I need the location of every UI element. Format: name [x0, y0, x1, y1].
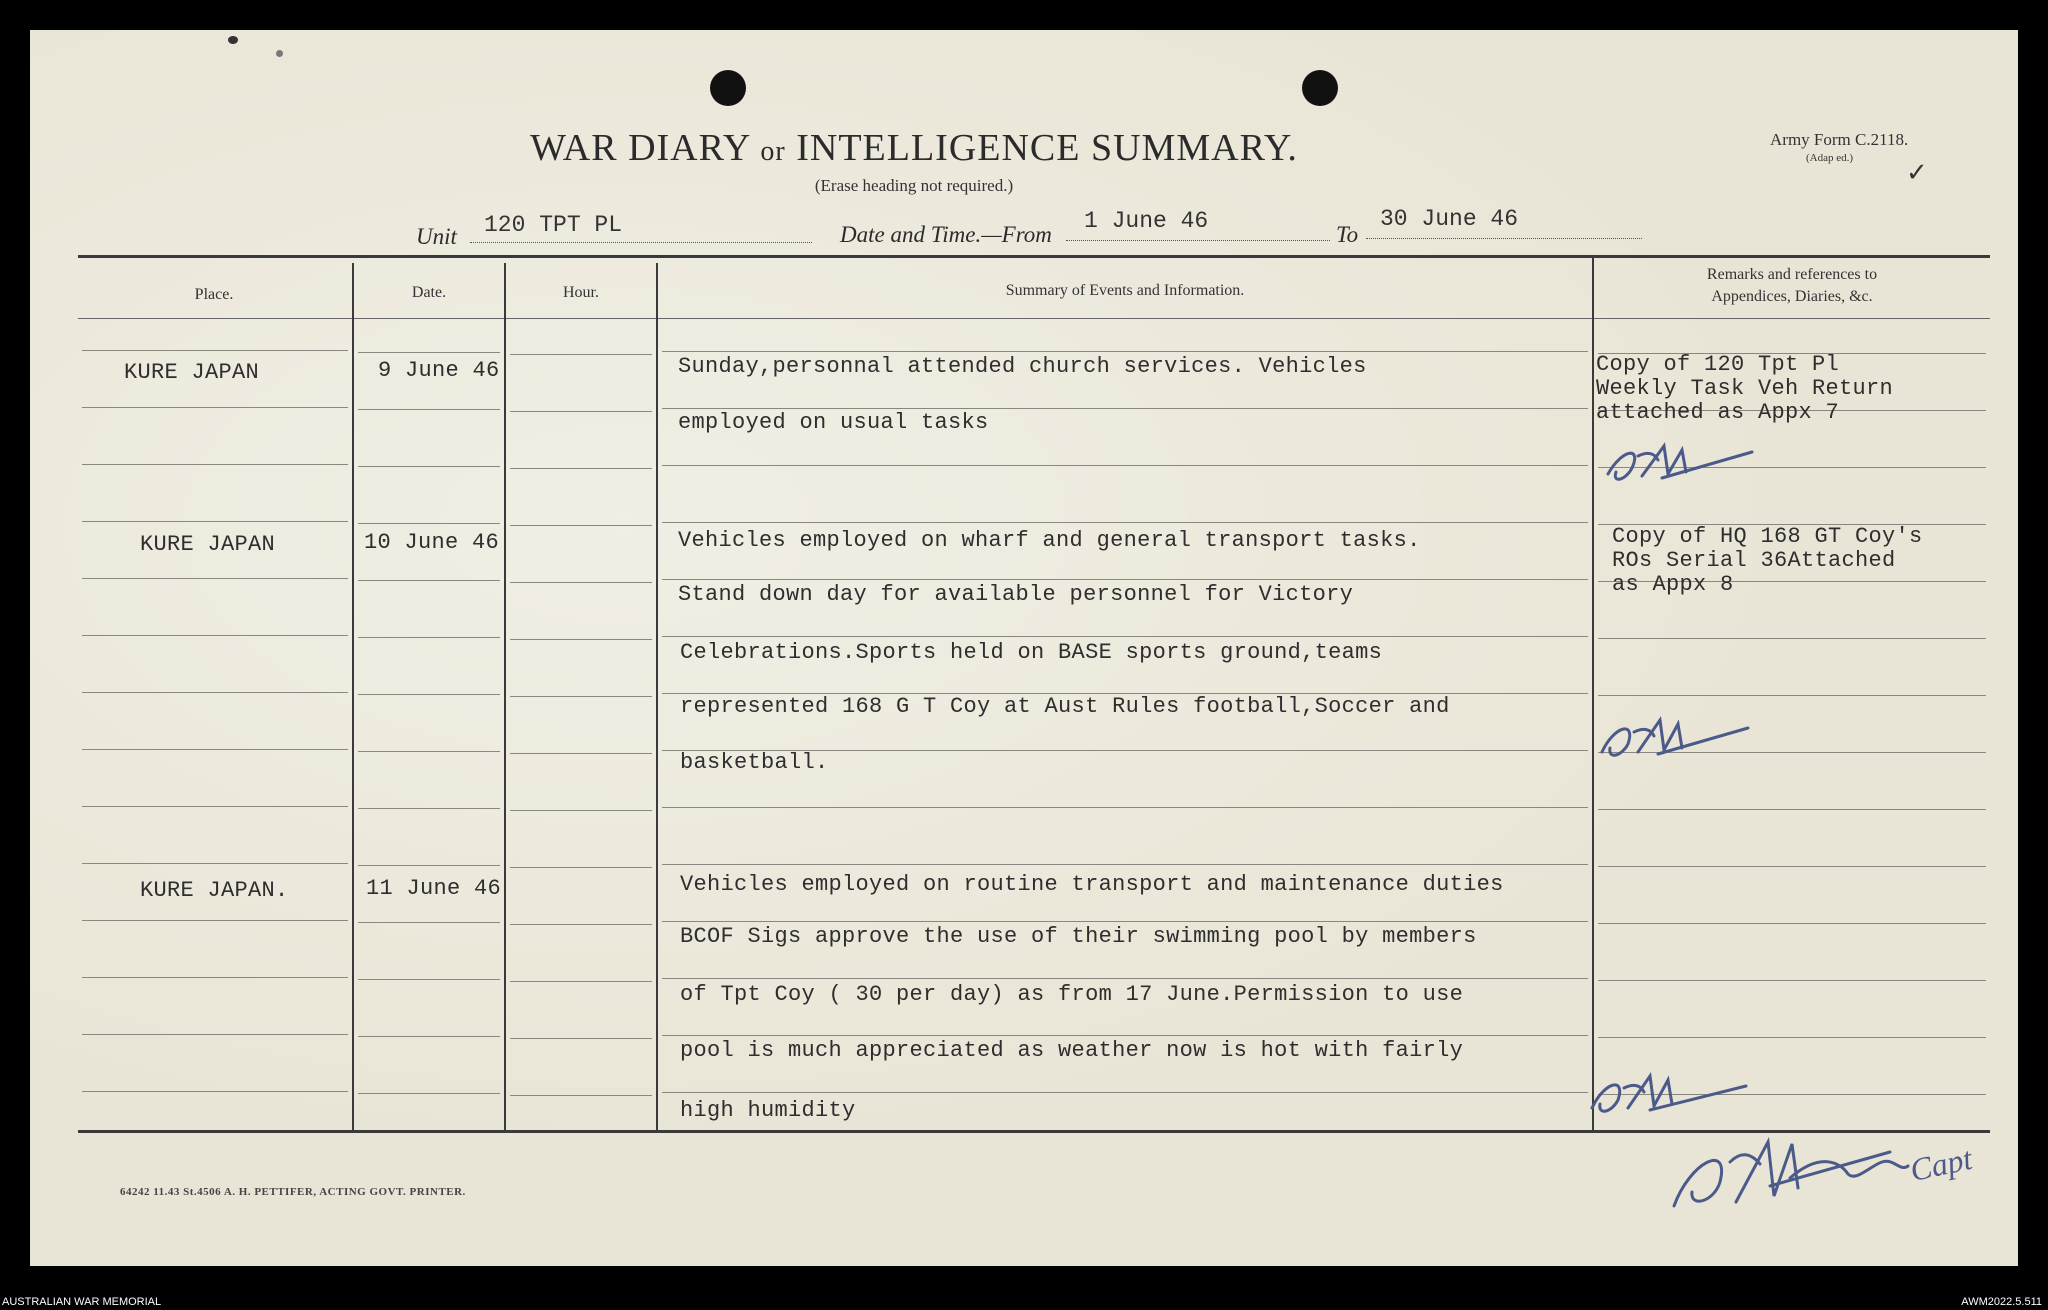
- column-header-remarks: [1594, 264, 1990, 308]
- ruled-line: [358, 466, 500, 467]
- ruled-line: [82, 920, 348, 921]
- printer-imprint: 64242 11.43 St.4506 A. H. PETTIFER, ACTING GOVT. PRINTER.: [120, 1186, 466, 1198]
- ruled-line: [1598, 638, 1986, 639]
- remarks-header-line-1: Remarks and references to: [1706, 266, 1878, 283]
- table-top-rule: [78, 255, 1990, 258]
- ruled-line: [662, 864, 1588, 865]
- ruled-line: [358, 808, 500, 809]
- entry-2-summary-line: Stand down day for available personnel for Victory: [678, 582, 1354, 607]
- entry-2-summary-line: Celebrations.Sports held on BASE sports ground,teams: [680, 640, 1383, 665]
- date-time-label: Date and Time.—From: [840, 222, 1052, 247]
- ruled-line: [662, 921, 1588, 922]
- diary-page: [30, 30, 2018, 1266]
- ruled-line: [358, 1036, 500, 1037]
- ruled-line: [358, 922, 500, 923]
- entry-3-summary-line: BCOF Sigs approve the use of their swimming pool by members: [680, 924, 1477, 949]
- ruled-line: [662, 807, 1588, 808]
- ruled-line: [510, 753, 652, 754]
- unit-label: Unit: [416, 224, 457, 249]
- entry-2-remark-line: ROs Serial 36Attached: [1612, 548, 1896, 573]
- column-header-summary: Summary of Events and Information.: [1005, 282, 1245, 299]
- ruled-line: [358, 409, 500, 410]
- entry-2-remark-line: as Appx 8: [1612, 572, 1734, 597]
- ruled-line: [1598, 923, 1986, 924]
- ruled-line: [82, 407, 348, 408]
- ruled-line: [82, 863, 348, 864]
- to-value: 30 June 46: [1380, 206, 1519, 232]
- ruled-line: [82, 635, 348, 636]
- ruled-line: [510, 411, 652, 412]
- punch-hole-right: [1302, 70, 1338, 106]
- entry-1-summary-line: employed on usual tasks: [678, 410, 989, 435]
- ruled-line: [82, 521, 348, 522]
- ruled-line: [510, 924, 652, 925]
- to-line: [1366, 238, 1642, 239]
- ruled-line: [358, 523, 500, 524]
- entry-2-date: 10 June 46: [364, 530, 500, 555]
- title-intelligence-summary: INTELLIGENCE SUMMARY.: [796, 127, 1298, 169]
- ruled-line: [1598, 1037, 1986, 1038]
- ruled-line: [358, 751, 500, 752]
- initials-signature: [1586, 1066, 1756, 1126]
- entry-3-summary-line: of Tpt Coy ( 30 per day) as from 17 June.Permission to use: [680, 982, 1464, 1007]
- officer-signature: [1670, 1122, 1910, 1222]
- ruled-line: [358, 694, 500, 695]
- entry-1-summary-line: Sunday,personnal attended church services. Vehicles: [678, 354, 1367, 379]
- entry-3-place: KURE JAPAN.: [140, 878, 289, 903]
- ruled-line: [358, 1093, 500, 1094]
- title-war-diary: WAR DIARY: [530, 127, 750, 169]
- remarks-header-line-2: Appendices, Diaries, &c.: [1711, 288, 1873, 305]
- column-divider: [656, 263, 658, 1131]
- entry-2-summary-line: Vehicles employed on wharf and general transport tasks.: [678, 528, 1421, 553]
- ruled-line: [662, 636, 1588, 637]
- paper-speck: [276, 50, 283, 57]
- unit-line: [470, 242, 812, 243]
- entry-1-remark-line: Weekly Task Veh Return: [1596, 376, 1894, 401]
- ruled-line: [662, 465, 1588, 466]
- ruled-line: [662, 579, 1588, 580]
- archive-credit: AUSTRALIAN WAR MEMORIAL: [2, 1296, 162, 1308]
- ruled-line: [662, 978, 1588, 979]
- column-header-hour: Hour.: [563, 284, 599, 301]
- from-value: 1 June 46: [1084, 208, 1209, 234]
- entry-1-place: KURE JAPAN: [124, 360, 260, 385]
- ruled-line: [82, 692, 348, 693]
- ruled-line: [82, 1034, 348, 1035]
- ruled-line: [510, 354, 652, 355]
- ruled-line: [358, 637, 500, 638]
- entry-3-summary-line: high humidity: [680, 1098, 856, 1123]
- column-divider: [504, 263, 506, 1131]
- column-header-place: Place.: [194, 286, 234, 303]
- paper-speck: [228, 36, 238, 44]
- to-label: To: [1336, 222, 1359, 247]
- column-divider: [352, 263, 354, 1131]
- ruled-line: [82, 464, 348, 465]
- ruled-line: [358, 865, 500, 866]
- army-form-edition: (Adap ed.): [1806, 152, 1854, 164]
- ruled-line: [82, 977, 348, 978]
- entry-3-date: 11 June 46: [366, 876, 502, 901]
- column-divider: [1592, 258, 1594, 1131]
- entry-2-summary-line: basketball.: [680, 750, 829, 775]
- ruled-line: [82, 806, 348, 807]
- unit-value: 120 TPT PL: [484, 212, 623, 238]
- signature-rank: Capt: [1906, 1139, 1976, 1189]
- punch-hole-left: [710, 70, 746, 106]
- page-title: [30, 126, 1798, 170]
- ruled-line: [358, 580, 500, 581]
- entry-2-remark-line: Copy of HQ 168 GT Coy's: [1612, 524, 1923, 549]
- archive-reference: AWM2022.5.511: [1961, 1296, 2042, 1308]
- ruled-line: [1598, 809, 1986, 810]
- ruled-line: [82, 1091, 348, 1092]
- entry-1-remark-line: attached as Appx 7: [1596, 400, 1840, 425]
- ruled-line: [1598, 695, 1986, 696]
- entry-1-remark-line: Copy of 120 Tpt Pl: [1596, 352, 1840, 377]
- ruled-line: [510, 981, 652, 982]
- ruled-line: [510, 639, 652, 640]
- column-header-date: Date.: [411, 284, 447, 301]
- ruled-line: [1598, 980, 1986, 981]
- ruled-line: [82, 578, 348, 579]
- ruled-line: [662, 1092, 1588, 1093]
- entry-2-summary-line: represented 168 G T Coy at Aust Rules football,Soccer and: [680, 694, 1450, 719]
- ruled-line: [510, 867, 652, 868]
- check-mark-icon: ✓: [1906, 158, 1928, 187]
- ruled-line: [358, 979, 500, 980]
- initials-signature: [1602, 434, 1762, 494]
- ruled-line: [510, 525, 652, 526]
- ruled-line: [510, 1038, 652, 1039]
- title-or: or: [760, 136, 786, 167]
- ruled-line: [662, 351, 1588, 352]
- ruled-line: [510, 582, 652, 583]
- ruled-line: [662, 522, 1588, 523]
- ruled-line: [82, 350, 348, 351]
- ruled-line: [662, 408, 1588, 409]
- ruled-line: [510, 1095, 652, 1096]
- entry-3-summary-line: Vehicles employed on routine transport and maintenance duties: [680, 872, 1504, 897]
- ruled-line: [1598, 866, 1986, 867]
- ruled-line: [510, 696, 652, 697]
- ruled-line: [510, 810, 652, 811]
- ruled-line: [82, 749, 348, 750]
- entry-3-summary-line: pool is much appreciated as weather now is hot with fairly: [680, 1038, 1464, 1063]
- army-form-number: Army Form C.2118.: [1770, 130, 1909, 149]
- initials-signature: [1596, 708, 1756, 768]
- from-line: [1066, 240, 1330, 241]
- ruled-line: [510, 468, 652, 469]
- ruled-line: [358, 352, 500, 353]
- ruled-line: [662, 1035, 1588, 1036]
- table-header-rule: [78, 318, 1990, 319]
- entry-1-date: 9 June 46: [378, 358, 500, 383]
- entry-2-place: KURE JAPAN: [140, 532, 276, 557]
- page-subtitle: (Erase heading not required.): [814, 176, 1014, 195]
